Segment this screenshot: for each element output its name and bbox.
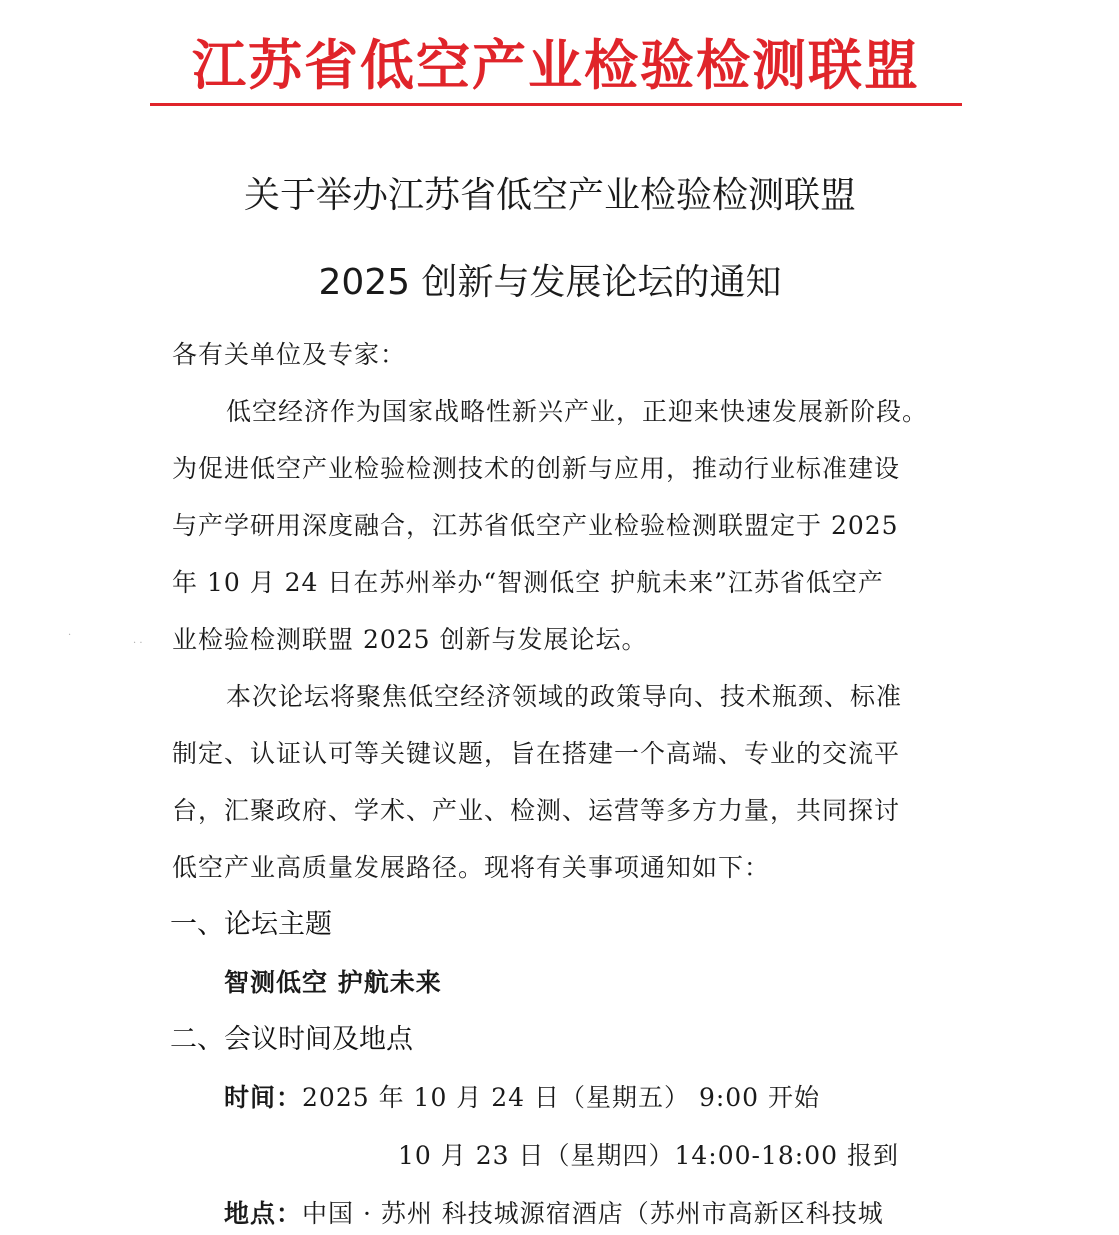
scan-speck: · ·: [133, 638, 143, 649]
registration-time: 10 月 23 日（星期四）14:00-18:00 报到: [398, 1141, 899, 1170]
meeting-place-row: [224, 1196, 884, 1232]
paragraph-1-line-3: 与产学研用深度融合，江苏省低空产业检验检测联盟定于 2025: [172, 511, 899, 540]
salutation: 各有关单位及专家：: [172, 340, 407, 369]
place-value: 中国 · 苏州 科技城源宿酒店（苏州市高新区科技城: [302, 1199, 884, 1228]
section-2-heading: 二、会议时间及地点: [170, 1024, 413, 1055]
notice-title-line-1: 关于举办江苏省低空产业检验检测联盟: [243, 175, 856, 216]
paragraph-2-line-4: 低空产业高质量发展路径。现将有关事项通知如下：: [172, 853, 771, 882]
notice-title-line-2: 2025 创新与发展论坛的通知: [318, 262, 782, 303]
paragraph-1-line-1: 低空经济作为国家战略性新兴产业，正迎来快速发展新阶段。: [226, 397, 929, 426]
forum-theme: 智测低空 护航未来: [224, 968, 442, 997]
paragraph-1-line-5: 业检验检测联盟 2025 创新与发展论坛。: [172, 625, 648, 654]
paragraph-2-line-1: 本次论坛将聚焦低空经济领域的政策导向、技术瓶颈、标准: [226, 682, 903, 711]
time-label: 时间：: [224, 1083, 303, 1112]
paragraph-1-line-4: 年 10 月 24 日在苏州举办“智测低空 护航未来”江苏省低空产: [172, 568, 884, 597]
letterhead-red-rule: [150, 103, 962, 106]
meeting-time-row: [224, 1080, 820, 1116]
paragraph-2-line-2: 制定、认证认可等关键议题，旨在搭建一个高端、专业的交流平: [172, 739, 901, 768]
scan-speck: ·: [68, 630, 72, 641]
time-value: 2025 年 10 月 24 日（星期五） 9:00 开始: [302, 1083, 821, 1112]
letterhead-title: 江苏省低空产业检验检测联盟: [192, 34, 920, 97]
section-1-heading: 一、论坛主题: [170, 909, 332, 940]
paragraph-1-line-2: 为促进低空产业检验检测技术的创新与应用，推动行业标准建设: [172, 454, 901, 483]
paragraph-2-line-3: 台，汇聚政府、学术、产业、检测、运营等多方力量，共同探讨: [172, 796, 901, 825]
place-label: 地点：: [224, 1199, 303, 1228]
